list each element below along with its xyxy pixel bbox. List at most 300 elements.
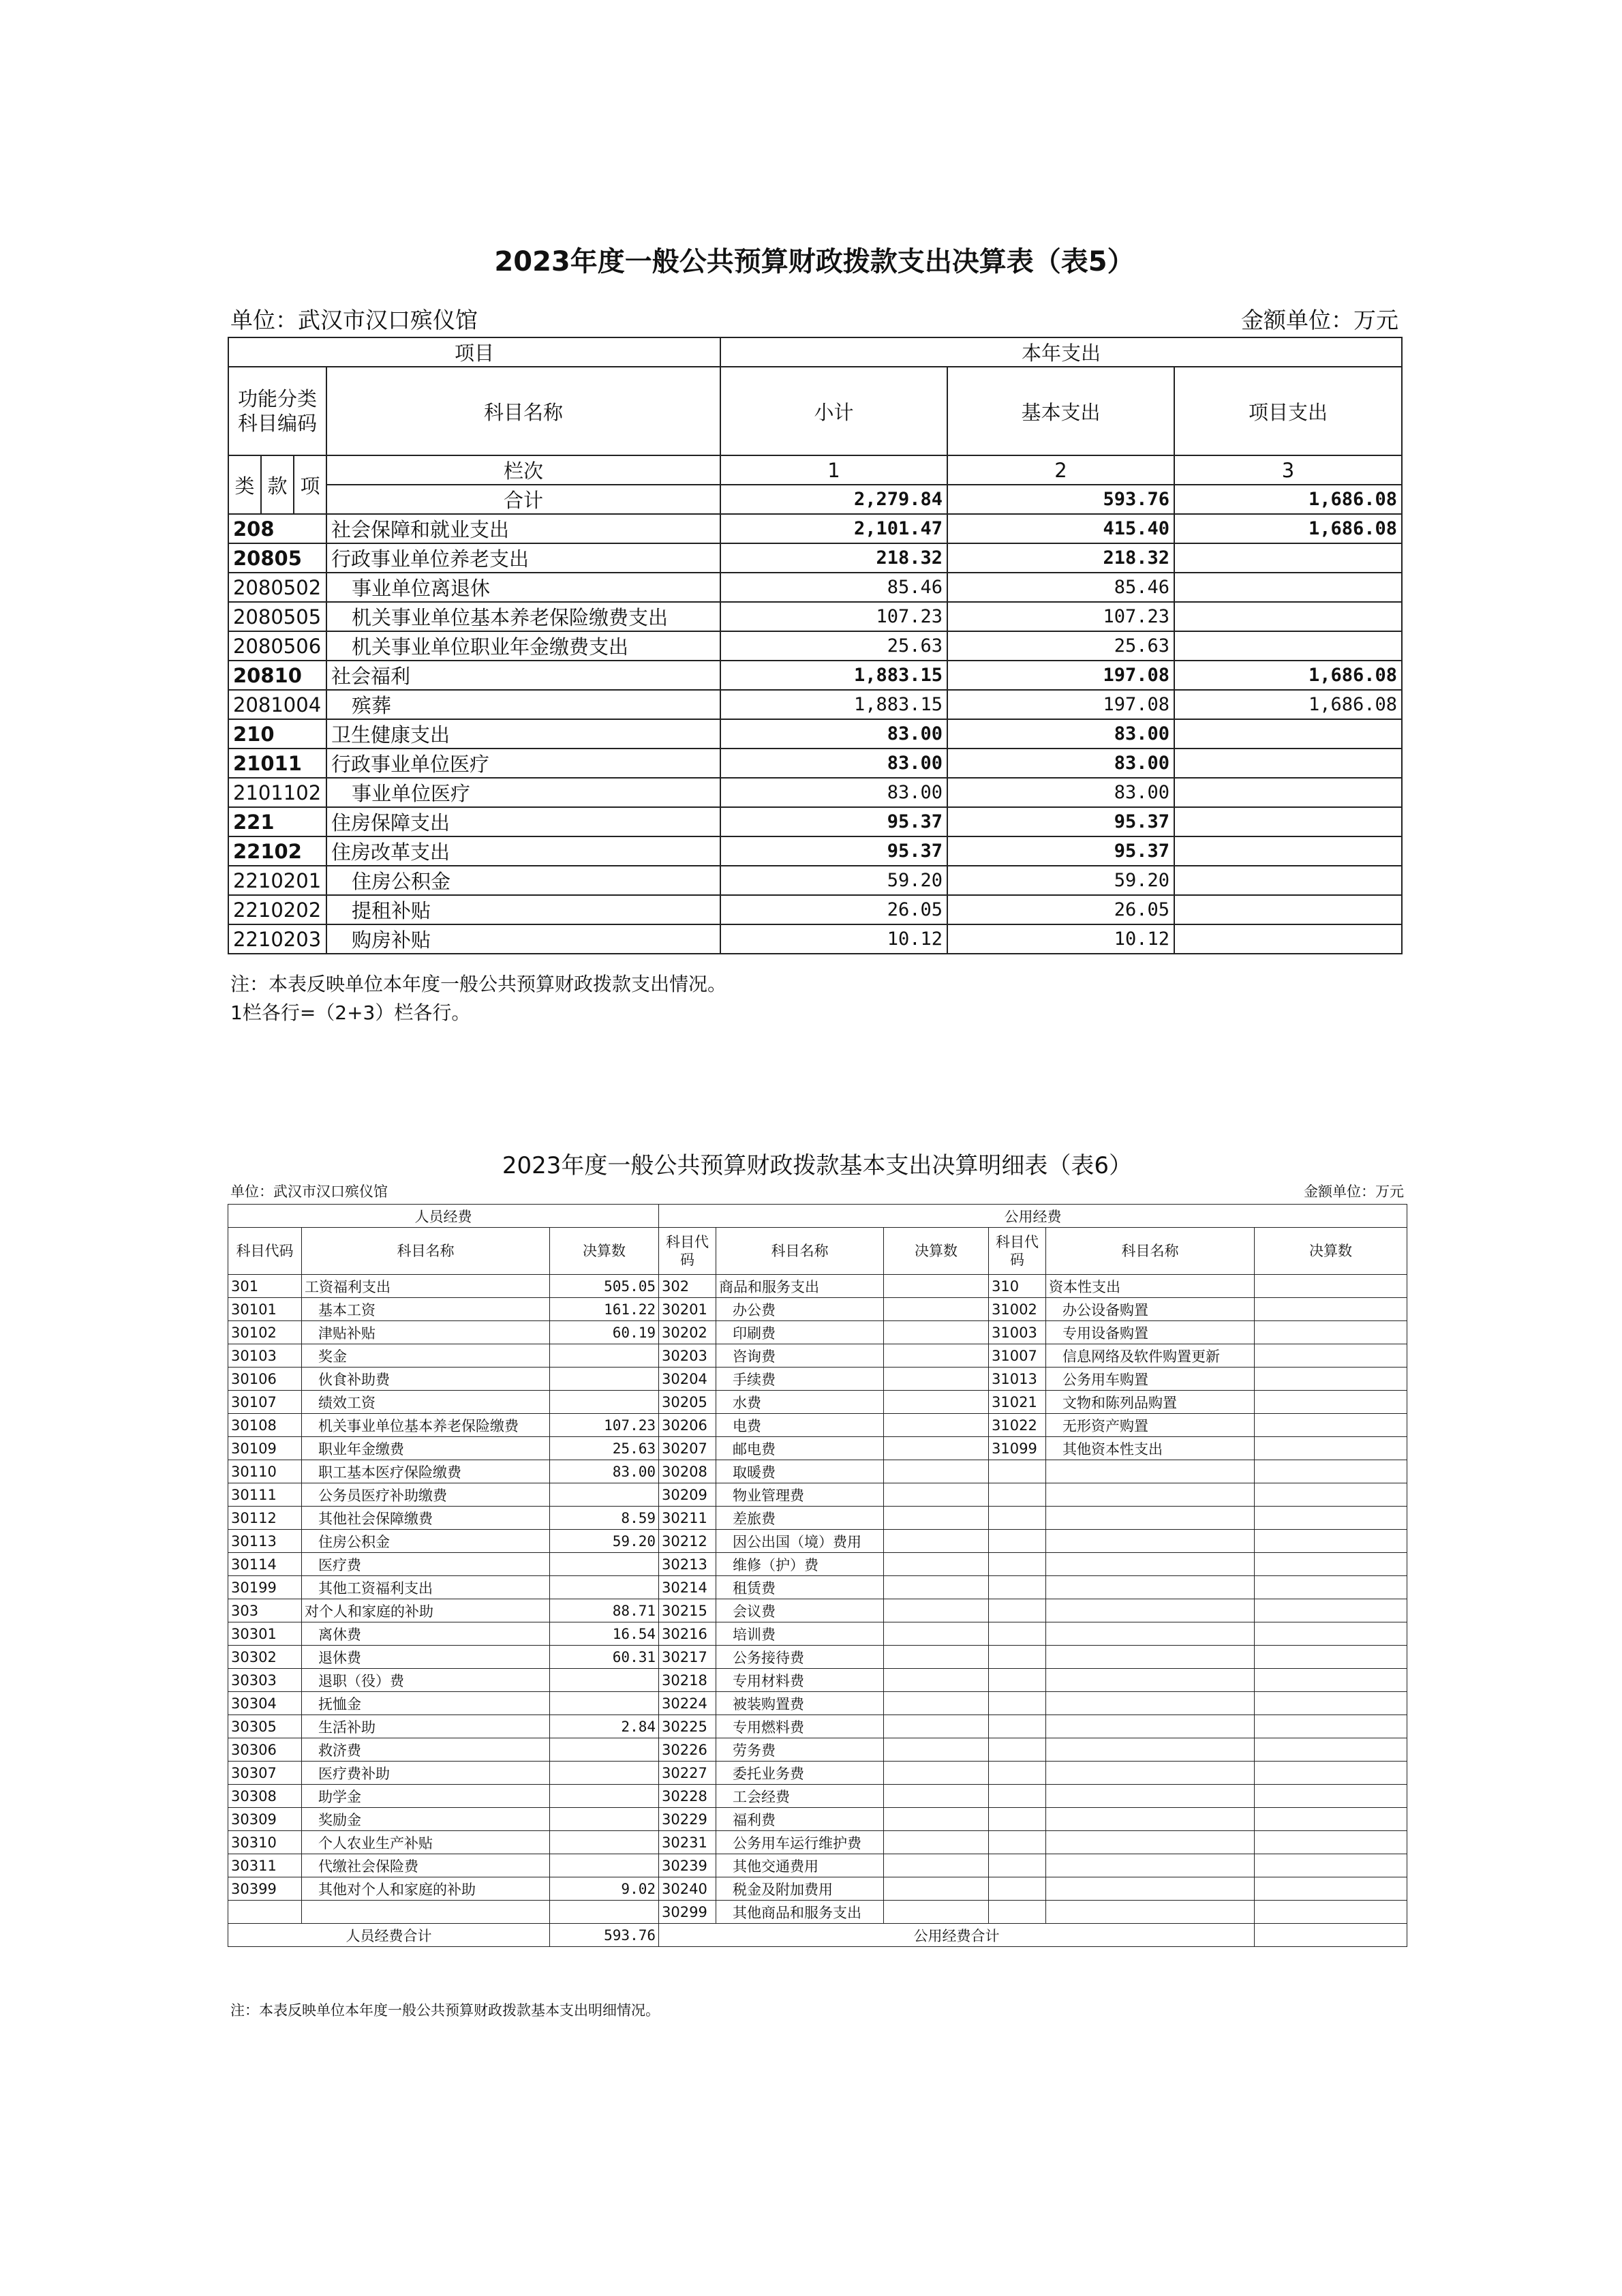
capital-amount (1255, 1646, 1407, 1669)
personnel-amount (550, 1785, 659, 1808)
capital-code (989, 1646, 1046, 1669)
header-name-3: 科目名称 (1046, 1228, 1255, 1275)
capital-code: 31021 (989, 1391, 1046, 1414)
public-name: 福利费 (716, 1808, 884, 1831)
capital-name (1046, 1599, 1255, 1622)
row-subtotal: 107.23 (720, 602, 947, 631)
table-row (228, 1877, 1407, 1901)
personnel-name: 职业年金缴费 (302, 1437, 550, 1460)
personnel-code: 30101 (228, 1298, 302, 1321)
row-project (1174, 807, 1402, 836)
row-code: 20805 (228, 543, 326, 573)
public-name: 邮电费 (716, 1437, 884, 1460)
personnel-amount: 161.22 (550, 1298, 659, 1321)
header-name: 科目名称 (326, 367, 720, 455)
personnel-code: 30303 (228, 1669, 302, 1692)
row-subtotal: 218.32 (720, 543, 947, 573)
personnel-amount (550, 1368, 659, 1391)
public-amount (884, 1298, 989, 1321)
personnel-amount (550, 1692, 659, 1715)
row-project (1174, 778, 1402, 807)
row-code: 21011 (228, 749, 326, 778)
table-row (228, 1553, 1407, 1576)
capital-code: 31003 (989, 1321, 1046, 1344)
personnel-name: 伙食补助费 (302, 1368, 550, 1391)
row-project (1174, 836, 1402, 866)
table6-title: 2023年度一般公共预算财政拨款基本支出决算明细表（表6） (502, 1152, 1133, 1179)
capital-name: 公务用车购置 (1046, 1368, 1255, 1391)
capital-name (1046, 1877, 1255, 1901)
public-amount (884, 1507, 989, 1530)
table-row (228, 1530, 1407, 1553)
personnel-amount: 2.84 (550, 1715, 659, 1738)
personnel-amount (550, 1344, 659, 1368)
personnel-code: 301 (228, 1275, 302, 1298)
capital-code (989, 1530, 1046, 1553)
header-lanci: 栏次 (326, 455, 720, 485)
table-row (228, 1622, 1407, 1646)
capital-amount (1255, 1483, 1407, 1507)
personnel-name: 医疗费 (302, 1553, 550, 1576)
capital-amount (1255, 1460, 1407, 1483)
table-row (228, 1669, 1407, 1692)
table5-title: 2023年度一般公共预算财政拨款支出决算表（表5） (494, 246, 1135, 277)
capital-name: 信息网络及软件购置更新 (1046, 1344, 1255, 1368)
row-basic: 415.40 (947, 514, 1174, 543)
public-amount (884, 1669, 989, 1692)
personnel-name: 其他社会保障缴费 (302, 1507, 550, 1530)
public-code: 30206 (659, 1414, 716, 1437)
row-basic: 85.46 (947, 573, 1174, 602)
row-project (1174, 719, 1402, 749)
capital-name: 文物和陈列品购置 (1046, 1391, 1255, 1414)
table-row (228, 778, 1402, 807)
capital-amount (1255, 1669, 1407, 1692)
capital-amount (1255, 1762, 1407, 1785)
public-name: 水费 (716, 1391, 884, 1414)
capital-code (989, 1762, 1046, 1785)
capital-code (989, 1553, 1046, 1576)
table-row (228, 1599, 1407, 1622)
capital-amount (1255, 1344, 1407, 1368)
capital-name (1046, 1483, 1255, 1507)
row-name: 殡葬 (326, 690, 720, 719)
personnel-code: 30307 (228, 1762, 302, 1785)
personnel-code: 30112 (228, 1507, 302, 1530)
table-row (228, 836, 1402, 866)
public-name: 租赁费 (716, 1576, 884, 1599)
table6 (228, 1204, 1407, 1947)
row-subtotal: 1,883.15 (720, 661, 947, 690)
personnel-name: 奖金 (302, 1344, 550, 1368)
capital-amount (1255, 1785, 1407, 1808)
capital-code: 31007 (989, 1344, 1046, 1368)
public-amount (884, 1901, 989, 1924)
personnel-code: 30108 (228, 1414, 302, 1437)
capital-amount (1255, 1530, 1407, 1553)
header-code-3: 科目代码 (989, 1228, 1046, 1275)
personnel-code: 30107 (228, 1391, 302, 1414)
personnel-code: 303 (228, 1599, 302, 1622)
capital-amount (1255, 1599, 1407, 1622)
table-row (228, 1507, 1407, 1530)
personnel-amount: 60.19 (550, 1321, 659, 1344)
public-amount (884, 1460, 989, 1483)
row-subtotal: 95.37 (720, 836, 947, 866)
capital-amount (1255, 1321, 1407, 1344)
row-name: 社会保障和就业支出 (326, 514, 720, 543)
row-subtotal: 2,101.47 (720, 514, 947, 543)
personnel-name: 基本工资 (302, 1298, 550, 1321)
table-row (228, 749, 1402, 778)
table-row (228, 1321, 1407, 1344)
capital-name (1046, 1785, 1255, 1808)
public-code: 30209 (659, 1483, 716, 1507)
header-code-2: 科目代码 (659, 1228, 716, 1275)
public-code: 30213 (659, 1553, 716, 1576)
personnel-amount (550, 1576, 659, 1599)
row-code: 2080505 (228, 602, 326, 631)
public-code: 30202 (659, 1321, 716, 1344)
row-project (1174, 573, 1402, 602)
public-code: 30214 (659, 1576, 716, 1599)
table-row (228, 924, 1402, 954)
personnel-code: 30399 (228, 1877, 302, 1901)
header-subtotal: 小计 (720, 367, 947, 455)
capital-amount (1255, 1368, 1407, 1391)
public-name: 委托业务费 (716, 1762, 884, 1785)
header-amount-1: 决算数 (550, 1228, 659, 1275)
table5-amount-unit: 金额单位：万元 (1241, 307, 1398, 333)
row-name: 购房补贴 (326, 924, 720, 954)
public-amount (884, 1762, 989, 1785)
capital-code (989, 1738, 1046, 1762)
personnel-name: 离休费 (302, 1622, 550, 1646)
table-row (228, 543, 1402, 573)
public-name: 取暖费 (716, 1460, 884, 1483)
row-name: 事业单位离退休 (326, 573, 720, 602)
row-code: 2081004 (228, 690, 326, 719)
public-code: 30217 (659, 1646, 716, 1669)
public-name: 印刷费 (716, 1321, 884, 1344)
public-code: 30229 (659, 1808, 716, 1831)
capital-amount (1255, 1901, 1407, 1924)
row-project (1174, 749, 1402, 778)
personnel-name: 对个人和家庭的补助 (302, 1599, 550, 1622)
table-row (228, 1831, 1407, 1854)
capital-name (1046, 1530, 1255, 1553)
capital-name (1046, 1808, 1255, 1831)
personnel-amount (550, 1831, 659, 1854)
personnel-amount: 59.20 (550, 1530, 659, 1553)
capital-name (1046, 1715, 1255, 1738)
public-amount (884, 1530, 989, 1553)
public-name: 其他交通费用 (716, 1854, 884, 1877)
personnel-name: 工资福利支出 (302, 1275, 550, 1298)
capital-code (989, 1785, 1046, 1808)
table6-unit: 单位：武汉市汉口殡仪馆 (230, 1183, 388, 1200)
row-name: 住房保障支出 (326, 807, 720, 836)
table-row (228, 514, 1402, 543)
personnel-name: 职工基本医疗保险缴费 (302, 1460, 550, 1483)
public-code: 30224 (659, 1692, 716, 1715)
row-code: 2101102 (228, 778, 326, 807)
table-row (228, 631, 1402, 661)
table-row (228, 1275, 1407, 1298)
header-project: 项目 (228, 337, 720, 367)
capital-name (1046, 1669, 1255, 1692)
row-code: 2080502 (228, 573, 326, 602)
table-row (228, 602, 1402, 631)
personnel-amount: 107.23 (550, 1414, 659, 1437)
row-name: 机关事业单位基本养老保险缴费支出 (326, 602, 720, 631)
row-basic: 83.00 (947, 719, 1174, 749)
personnel-name: 助学金 (302, 1785, 550, 1808)
public-code: 30226 (659, 1738, 716, 1762)
personnel-name: 住房公积金 (302, 1530, 550, 1553)
table-row (228, 1854, 1407, 1877)
personnel-code: 30111 (228, 1483, 302, 1507)
capital-amount (1255, 1808, 1407, 1831)
capital-name: 其他资本性支出 (1046, 1437, 1255, 1460)
personnel-amount (550, 1762, 659, 1785)
capital-code (989, 1622, 1046, 1646)
public-code: 30218 (659, 1669, 716, 1692)
row-project: 1,686.08 (1174, 690, 1402, 719)
table-row (228, 866, 1402, 895)
public-name: 维修（护）费 (716, 1553, 884, 1576)
capital-amount (1255, 1692, 1407, 1715)
capital-amount (1255, 1414, 1407, 1437)
capital-name (1046, 1831, 1255, 1854)
row-basic: 83.00 (947, 749, 1174, 778)
header-name-1: 科目名称 (302, 1228, 550, 1275)
total-basic: 593.76 (947, 485, 1174, 514)
personnel-code: 30309 (228, 1808, 302, 1831)
capital-amount (1255, 1507, 1407, 1530)
public-code: 30216 (659, 1622, 716, 1646)
col-number-3: 3 (1174, 455, 1402, 485)
row-basic: 107.23 (947, 602, 1174, 631)
row-subtotal: 25.63 (720, 631, 947, 661)
public-code: 30225 (659, 1715, 716, 1738)
capital-name (1046, 1901, 1255, 1924)
public-code: 30299 (659, 1901, 716, 1924)
row-basic: 197.08 (947, 690, 1174, 719)
public-name: 专用材料费 (716, 1669, 884, 1692)
public-name: 咨询费 (716, 1344, 884, 1368)
public-amount (884, 1877, 989, 1901)
capital-code (989, 1901, 1046, 1924)
row-name: 住房改革支出 (326, 836, 720, 866)
row-code: 2210202 (228, 895, 326, 924)
table-row (228, 1437, 1407, 1460)
personnel-code: 30103 (228, 1344, 302, 1368)
personnel-amount (550, 1483, 659, 1507)
personnel-code: 30304 (228, 1692, 302, 1715)
public-name: 会议费 (716, 1599, 884, 1622)
personnel-name: 生活补助 (302, 1715, 550, 1738)
personnel-code: 30102 (228, 1321, 302, 1344)
capital-code: 31013 (989, 1368, 1046, 1391)
header-basic: 基本支出 (947, 367, 1174, 455)
personnel-code: 30310 (228, 1831, 302, 1854)
capital-code: 31022 (989, 1414, 1046, 1437)
personnel-code: 30306 (228, 1738, 302, 1762)
public-name: 税金及附加费用 (716, 1877, 884, 1901)
public-code: 30211 (659, 1507, 716, 1530)
public-amount (884, 1414, 989, 1437)
personnel-name: 机关事业单位基本养老保险缴费 (302, 1414, 550, 1437)
table-row (228, 1483, 1407, 1507)
public-amount (884, 1599, 989, 1622)
personnel-total-value: 593.76 (550, 1924, 659, 1947)
personnel-code: 30109 (228, 1437, 302, 1460)
capital-amount (1255, 1877, 1407, 1901)
capital-amount (1255, 1854, 1407, 1877)
header-current-year: 本年支出 (720, 337, 1402, 367)
personnel-amount: 83.00 (550, 1460, 659, 1483)
row-project (1174, 924, 1402, 954)
personnel-name: 其他工资福利支出 (302, 1576, 550, 1599)
personnel-code: 30110 (228, 1460, 302, 1483)
table-row (228, 1901, 1407, 1924)
table6-meta (228, 1181, 1407, 1203)
personnel-code: 30106 (228, 1368, 302, 1391)
table5-unit: 单位：武汉市汉口殡仪馆 (230, 307, 478, 333)
capital-code (989, 1715, 1046, 1738)
table-row (228, 1738, 1407, 1762)
row-project: 1,686.08 (1174, 514, 1402, 543)
row-basic: 95.37 (947, 836, 1174, 866)
public-name: 办公费 (716, 1298, 884, 1321)
public-code: 30204 (659, 1368, 716, 1391)
total-project: 1,686.08 (1174, 485, 1402, 514)
capital-name (1046, 1692, 1255, 1715)
public-amount (884, 1692, 989, 1715)
personnel-total-label: 人员经费合计 (228, 1924, 550, 1947)
personnel-name: 医疗费补助 (302, 1762, 550, 1785)
table-row (228, 1368, 1407, 1391)
personnel-amount: 25.63 (550, 1437, 659, 1460)
row-subtotal: 26.05 (720, 895, 947, 924)
capital-code (989, 1576, 1046, 1599)
table5 (228, 337, 1403, 954)
capital-name: 无形资产购置 (1046, 1414, 1255, 1437)
row-code: 2080506 (228, 631, 326, 661)
row-project (1174, 631, 1402, 661)
personnel-code: 30114 (228, 1553, 302, 1576)
capital-name (1046, 1460, 1255, 1483)
table-row (228, 661, 1402, 690)
personnel-amount: 505.05 (550, 1275, 659, 1298)
personnel-amount (550, 1901, 659, 1924)
capital-name (1046, 1576, 1255, 1599)
capital-code: 31002 (989, 1298, 1046, 1321)
header-project-exp: 项目支出 (1174, 367, 1402, 455)
personnel-code: 30199 (228, 1576, 302, 1599)
header-xiang: 项 (294, 455, 326, 514)
capital-code (989, 1854, 1046, 1877)
capital-amount (1255, 1738, 1407, 1762)
public-amount (884, 1854, 989, 1877)
row-subtotal: 83.00 (720, 749, 947, 778)
personnel-code: 30305 (228, 1715, 302, 1738)
personnel-amount: 16.54 (550, 1622, 659, 1646)
row-project (1174, 866, 1402, 895)
personnel-name: 其他对个人和家庭的补助 (302, 1877, 550, 1901)
public-amount (884, 1368, 989, 1391)
row-name: 行政事业单位养老支出 (326, 543, 720, 573)
row-code: 20810 (228, 661, 326, 690)
personnel-amount: 88.71 (550, 1599, 659, 1622)
capital-code: 310 (989, 1275, 1046, 1298)
public-amount (884, 1622, 989, 1646)
capital-amount (1255, 1715, 1407, 1738)
row-code: 2210203 (228, 924, 326, 954)
row-subtotal: 59.20 (720, 866, 947, 895)
capital-name: 办公设备购置 (1046, 1298, 1255, 1321)
public-code: 30207 (659, 1437, 716, 1460)
table5-note: 注：本表反映单位本年度一般公共预算财政拨款支出情况。 (230, 973, 727, 995)
public-amount (884, 1437, 989, 1460)
row-basic: 59.20 (947, 866, 1174, 895)
capital-amount (1255, 1391, 1407, 1414)
row-code: 221 (228, 807, 326, 836)
row-basic: 83.00 (947, 778, 1174, 807)
capital-code (989, 1669, 1046, 1692)
row-code: 208 (228, 514, 326, 543)
personnel-code: 30113 (228, 1530, 302, 1553)
table5-formula-note: 1栏各行=（2+3）栏各行。 (230, 1001, 471, 1024)
table-row (228, 1785, 1407, 1808)
capital-name (1046, 1762, 1255, 1785)
public-amount (884, 1391, 989, 1414)
table-row (228, 1298, 1407, 1321)
public-amount (884, 1483, 989, 1507)
public-amount (884, 1831, 989, 1854)
public-name: 电费 (716, 1414, 884, 1437)
public-code: 30205 (659, 1391, 716, 1414)
capital-name (1046, 1507, 1255, 1530)
public-amount (884, 1738, 989, 1762)
personnel-name: 退休费 (302, 1646, 550, 1669)
personnel-amount: 9.02 (550, 1877, 659, 1901)
public-code: 302 (659, 1275, 716, 1298)
row-project: 1,686.08 (1174, 661, 1402, 690)
capital-amount (1255, 1298, 1407, 1321)
public-name: 差旅费 (716, 1507, 884, 1530)
row-basic: 25.63 (947, 631, 1174, 661)
public-code: 30212 (659, 1530, 716, 1553)
row-subtotal: 83.00 (720, 719, 947, 749)
public-code: 30208 (659, 1460, 716, 1483)
table-row (228, 1460, 1407, 1483)
public-code: 30231 (659, 1831, 716, 1854)
personnel-name: 公务员医疗补助缴费 (302, 1483, 550, 1507)
personnel-amount (550, 1808, 659, 1831)
public-amount (884, 1275, 989, 1298)
row-basic: 10.12 (947, 924, 1174, 954)
table6-amount-unit: 金额单位：万元 (1304, 1183, 1404, 1200)
row-basic: 26.05 (947, 895, 1174, 924)
row-project (1174, 602, 1402, 631)
public-total-value (1255, 1924, 1407, 1947)
capital-amount (1255, 1622, 1407, 1646)
public-code: 30239 (659, 1854, 716, 1877)
personnel-amount (550, 1391, 659, 1414)
row-name: 社会福利 (326, 661, 720, 690)
